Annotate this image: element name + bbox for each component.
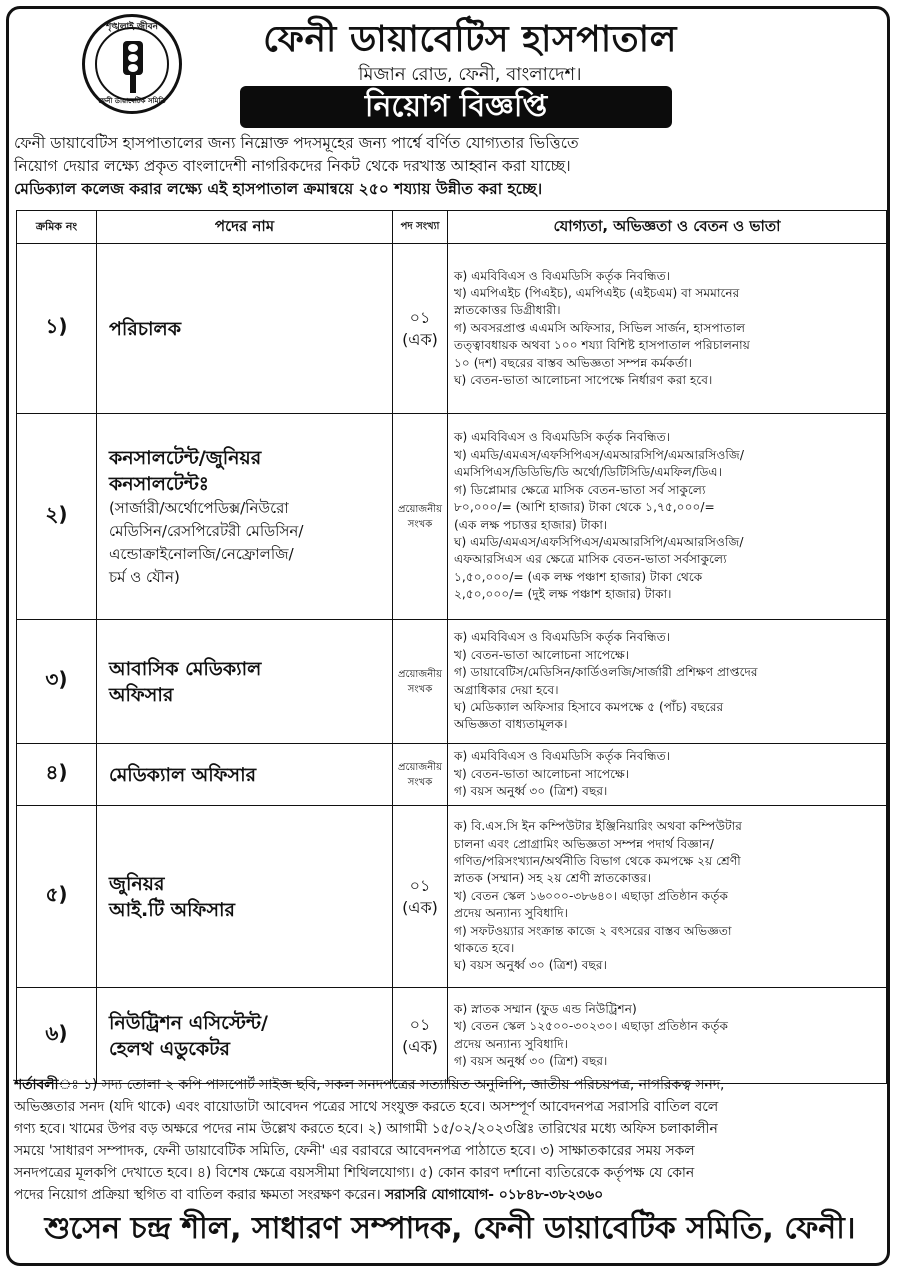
qualification-line: খ) এমপিএইচ (পিএইচ), এমপিএইচ (এইচএম) বা সমমানের <box>454 285 740 300</box>
table-row <box>17 806 887 988</box>
qualification-line: (এক লক্ষ পচাত্তর হাজার) টাকা। <box>454 517 608 532</box>
logo-society-name: ফেনী ডায়াবেটিক সমিতি <box>98 97 166 105</box>
post-name-line: পরিচালক <box>109 317 181 340</box>
qualification-line: গ) ডায়াবেটিস/মেডিসিন/কার্ডিওলজি/সার্জারী প্রশিক্ষণ প্রাপ্তদের <box>454 665 758 680</box>
post-name-line: কনসালটেন্ট/জুনিয়র <box>109 446 262 469</box>
post-name-line: কনসালটেন্টঃ <box>109 472 209 495</box>
terms-line: গণ্য হবে। খামের উপর বড় অক্ষরে পদের নাম উল্লেখ করতে হবে। ২) আগামী ১৫/০২/২০২৩খ্রিঃ তারিখের মধ্যে অফিস চলাকালীন <box>14 1121 718 1137</box>
intro-line: নিয়োগ দেয়ার লক্ষ্যে প্রকৃত বাংলাদেশী নাগরিকদের নিকট থেকে দরখাস্ত আহ্বান করা যাচ্ছে। <box>14 157 571 175</box>
post-count-line: সংখক <box>407 518 433 530</box>
qualification-line: ঘ) বেতন-ভাতা আলোচনা সাপেক্ষে নির্ধারণ করা হবে। <box>454 373 713 388</box>
row-serial: ৫) <box>17 806 97 988</box>
row-post-count <box>393 744 448 806</box>
row-qualification <box>448 414 887 620</box>
qualification-line: এমসিপিএস/ডিডিভি/ডি অর্থো/ডিটিসিডি/এমফিল/ডিএ। <box>454 465 723 480</box>
col-header-count: পদ সংখ্যা <box>393 211 448 244</box>
post-specialty-line: এন্ডোক্রাইনোলজি/নেফ্রোলজি/ <box>109 544 294 563</box>
row-post-name <box>97 414 393 620</box>
qualification-line: গ) বয়স অনুর্ধ্ব ৩০ (ত্রিশ) বছর। <box>454 1053 608 1068</box>
post-count-line: প্রয়োজনীয় <box>398 761 442 773</box>
table-row <box>17 744 887 806</box>
row-post-name <box>97 244 393 414</box>
notice-title: নিয়োগ বিজ্ঞপ্তি <box>240 86 672 128</box>
row-post-count <box>393 988 448 1084</box>
post-name-line: আই.টি অফিসার <box>109 898 235 921</box>
post-count-line: (এক) <box>402 1036 438 1056</box>
post-count-line: সংখক <box>407 683 433 695</box>
row-serial: ৬) <box>17 988 97 1084</box>
post-count-line: (এক) <box>402 329 438 349</box>
post-count-line: সংখক <box>407 776 433 788</box>
post-count-line: ০১ <box>409 307 431 327</box>
qualification-line: খ) বেতন স্কেল ১৬০০০-৩৮৬৪০। এছাড়া প্রতিষ্ঠান কর্তৃক <box>454 888 729 903</box>
table-row <box>17 414 887 620</box>
row-post-name <box>97 806 393 988</box>
qualification-line: স্নাতক (সম্মান) সহ ২য় শ্রেণী স্নাতকোত্তর। <box>454 871 652 886</box>
terms-line: পদের নিয়োগ প্রক্রিয়া স্থগিত বা বাতিল করার ক্ষমতা সংরক্ষণ করেন। <box>14 1187 381 1203</box>
qualification-line: ক) স্নাতক সম্মান (ফুড এন্ড নিউট্রিশন) <box>454 1001 637 1016</box>
qualification-line: খ) বেতন-ভাতা আলোচনা সাপেক্ষে। <box>454 766 630 781</box>
row-qualification <box>448 620 887 744</box>
post-count-line: প্রয়োজনীয় <box>398 503 442 515</box>
signature-line: শুসেন চন্দ্র শীল, সাধারণ সম্পাদক, ফেনী ডায়াবেটিক সমিতি, ফেনী। <box>44 1211 856 1246</box>
qualification-line: চালনা এবং প্রোগ্রামিং অভিজ্ঞতা সম্পন্ন পদার্থ বিজ্ঞান/ <box>454 836 714 851</box>
row-serial: ২) <box>17 414 97 620</box>
post-count-line: প্রয়োজনীয় <box>398 668 442 680</box>
table-row <box>17 244 887 414</box>
row-qualification <box>448 988 887 1084</box>
qualification-line: খ) বেতন স্কেল ১২৫০০-৩০২৩০। এছাড়া প্রতিষ্ঠান কর্তৃক <box>454 1019 729 1034</box>
terms-line: সময়ে 'সাধারণ সম্পাদক, ফেনী ডায়াবেটিক সমিতি, ফেনী' এর বরাবরে আবেদনপত্র পাঠাতে হবে। ৩) সাক্ষাতকারের সময় সকল <box>14 1143 695 1159</box>
qualification-line: ক) এমবিবিএস ও বিএমডিসি কর্তৃক নিবন্ধিত। <box>454 749 671 764</box>
post-count-line: ০১ <box>409 875 431 895</box>
post-name-line: হেলথ এডুকেটর <box>109 1037 230 1060</box>
row-post-count <box>393 620 448 744</box>
qualification-line: গ) অবসরপ্রাপ্ত এএমসি অফিসার, সিভিল সার্জন, হাসপাতাল <box>454 320 746 335</box>
post-specialty-line: মেডিসিন/রেসপিরেটরী মেডিসিন/ <box>109 521 304 540</box>
qualification-line: গ) সফটওয়্যার সংক্রান্ত কাজে ২ বৎসরের বাস্তব অভিজ্ঞতা <box>454 923 732 938</box>
row-post-name <box>97 620 393 744</box>
row-serial: ১) <box>17 244 97 414</box>
post-specialty-line: (সার্জারী/অর্থোপেডিক্স/নিউরো <box>109 498 289 517</box>
row-post-name <box>97 988 393 1084</box>
row-post-count <box>393 244 448 414</box>
qualification-line: গণিত/পরিসংখ্যান/অর্থনীতি বিভাগ থেকে কমপক্ষে ২য় শ্রেণী <box>454 853 741 868</box>
qualification-line: খ) এমডি/এমএস/এফসিপিএস/এমআরসিপি/এমআরসিওজি/ <box>454 447 744 462</box>
qualification-line: থাকতে হবে। <box>454 941 515 956</box>
qualification-line: গ) বয়স অনুর্ধ্ব ৩০ (ত্রিশ) বছর। <box>454 784 608 799</box>
post-name-line: মেডিক্যাল অফিসার <box>109 763 257 786</box>
hospital-name: ফেনী ডায়াবেটিস হাসপাতাল <box>263 19 677 60</box>
intro-line-bold: মেডিক্যাল কলেজ করার লক্ষ্যে এই হাসপাতাল ক্রমান্বয়ে ২৫০ শয্যায় উন্নীত করা হচ্ছে। <box>14 180 543 198</box>
qualification-line: প্রদেয় অন্যান্য সুবিধাদি। <box>454 906 568 921</box>
hospital-address: মিজান রোড, ফেনী, বাংলাদেশ। <box>358 64 582 85</box>
qualification-line: স্নাতকোত্তর ডিগ্রীধারী। <box>454 303 561 318</box>
qualification-line: অভিজ্ঞতা বাধ্যতামূলক। <box>454 717 568 732</box>
intro-line: ফেনী ডায়াবেটিস হাসপাতালের জন্য নিম্নোক্ত পদসমূহের জন্য পার্শ্বে বর্ণিত যোগ্যতার ভিত্তিতে <box>14 134 579 152</box>
qualification-line: ক) বি.এস.সি ইন কম্পিউটার ইঞ্জিনিয়ারিং অথবা কম্পিউটার <box>454 819 742 834</box>
col-header-qualification: যোগ্যতা, অভিজ্ঞতা ও বেতন ও ভাতা <box>448 211 887 244</box>
row-qualification <box>448 244 887 414</box>
qualification-line: ক) এমবিবিএস ও বিএমডিসি কর্তৃক নিবন্ধিত। <box>454 430 671 445</box>
row-post-count <box>393 806 448 988</box>
qualification-line: ঘ) মেডিক্যাল অফিসার হিসাবে কমপক্ষে ৫ (পাঁচ) বছরের <box>454 699 724 714</box>
col-header-post: পদের নাম <box>97 211 393 244</box>
table-row <box>17 620 887 744</box>
post-count-line: ০১ <box>409 1014 431 1034</box>
row-qualification <box>448 744 887 806</box>
qualification-line: ক) এমবিবিএস ও বিএমডিসি কর্তৃক নিবন্ধিত। <box>454 268 671 283</box>
qualification-line: খ) বেতন-ভাতা আলোচনা সাপেক্ষে। <box>454 647 630 662</box>
row-qualification <box>448 806 887 988</box>
qualification-line: গ) ডিপ্লোমার ক্ষেত্রে মাসিক বেতন-ভাতা সর্ব সাকুল্যে <box>454 482 706 497</box>
post-name-line: জুনিয়র <box>109 872 165 895</box>
qualification-line: ৮০,০০০/= (আশি হাজার) টাকা থেকে ১,৭৫,০০০/= <box>454 500 715 515</box>
vacancy-table <box>16 210 887 1084</box>
terms-line: অভিজ্ঞতার সনদ (যদি থাকে) এবং বায়োডাটা আবেদন পত্রের সাথে সংযুক্ত করতে হবে। অসম্পূর্ণ আবেদনপত্র সরাসরি বাতিল বলে <box>14 1099 719 1115</box>
qualification-line: ক) এমবিবিএস ও বিএমডিসি কর্তৃক নিবন্ধিত। <box>454 630 671 645</box>
qualification-line: অগ্রাধিকার দেয়া হবে। <box>454 682 559 697</box>
terms-line: সনদপত্রের মূলকপি দেখাতে হবে। ৪) বিশেষ ক্ষেত্রে বয়সসীমা শিথিলযোগ্য। ৫) কোন কারণ দর্শানো ব্যতিরেকে কর্তৃপক্ষ যে কোন <box>14 1165 695 1181</box>
qualification-line: ঘ) এমডি/এমএস/এফসিপিএস/এমআরসিপি/এমআরসিওজি/ <box>454 534 744 549</box>
qualification-line: তত্ত্বাবধায়ক অথবা ১০০ শয্যা বিশিষ্ট হাসপাতাল পরিচালনায় <box>454 338 750 353</box>
post-name-line: অফিসার <box>109 683 174 706</box>
terms-line: ঃ ১) সদ্য তোলা ২ কপি পাসপোর্ট সাইজ ছবি, সকল সনদপত্রের সত্যায়িত অনুলিপি, জাতীয় পরিচয়পত্র, নাগরিকত্ব সনদ, <box>58 1077 725 1093</box>
col-header-serial: ক্রমিক নং <box>17 211 97 244</box>
row-serial: ৩) <box>17 620 97 744</box>
qualification-line: ১০ (দশ) বছরের বাস্তব অভিজ্ঞতা সম্পন্ন কর্মকর্তা। <box>454 355 692 370</box>
qualification-line: প্রদেয় অন্যান্য সুবিধাদি। <box>454 1036 568 1051</box>
table-header-row <box>17 211 887 244</box>
post-name-line: আবাসিক মেডিক্যাল <box>109 657 262 680</box>
row-serial: ৪) <box>17 744 97 806</box>
post-specialty-line: চর্ম ও যৌন) <box>109 567 180 586</box>
intro-paragraph <box>14 132 886 201</box>
post-name-line: নিউট্রিশন এসিস্টেন্ট/ <box>109 1011 268 1034</box>
row-post-count <box>393 414 448 620</box>
row-post-name <box>97 744 393 806</box>
contact-number: সরাসরি যোগাযোগ- ০১৮৪৮-৩৮২৩৬০ <box>384 1187 604 1203</box>
qualification-line: ১,৫০,০০০/= (এক লক্ষ পঞ্চাশ হাজার) টাকা থেকে <box>454 569 703 584</box>
logo-motto: শৃঙ্খলাই জীবন <box>106 22 158 32</box>
qualification-line: ২,৫০,০০০/= (দুই লক্ষ পঞ্চাশ হাজার) টাকা। <box>454 587 672 602</box>
society-logo <box>82 14 182 114</box>
qualification-line: এফআরসিএস এর ক্ষেত্রে মাসিক বেতন-ভাতা সর্বসাকুল্যে <box>454 552 727 567</box>
post-count-line: (এক) <box>402 897 438 917</box>
qualification-line: ঘ) বয়স অনুর্ধ্ব ৩০ (ত্রিশ) বছর। <box>454 958 607 973</box>
terms-conditions <box>14 1074 886 1206</box>
table-row <box>17 988 887 1084</box>
terms-label: শর্তাবলী <box>14 1077 59 1093</box>
